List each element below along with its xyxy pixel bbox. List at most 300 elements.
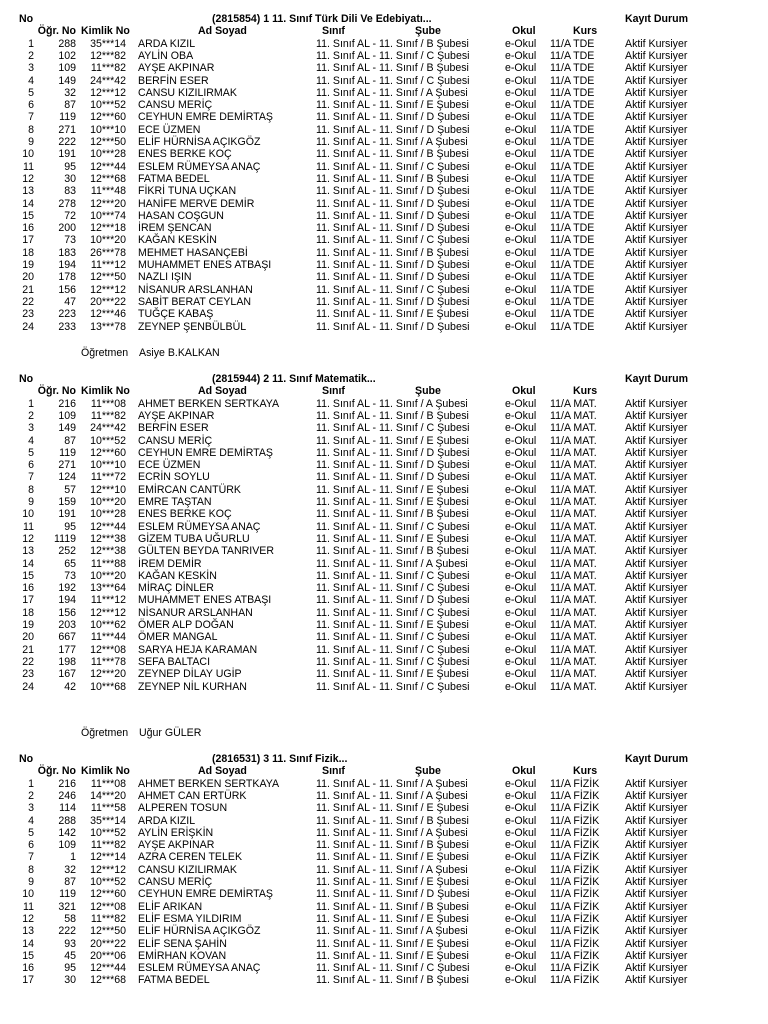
table-row [0,185,768,197]
registration-status: Aktif Kursiyer [625,668,688,681]
id-number: 11***82 [90,62,126,75]
registration-status: Aktif Kursiyer [625,900,688,913]
school-source: e-Okul [505,111,537,124]
course: 11/A FİZİK [550,851,600,864]
full-name: AYŞE AKPINAR [138,839,215,852]
row-number: 1 [28,37,34,50]
student-number: 93 [64,937,76,950]
row-number: 24 [22,680,34,693]
row-number: 3 [28,802,34,815]
id-number: 12***12 [90,863,126,876]
student-number: 288 [58,814,76,827]
class-branch: 11. Sınıf AL - 11. Sınıf / B Şubesi [316,246,469,259]
school-source: e-Okul [505,459,537,472]
table-row [0,496,768,508]
registration-status: Aktif Kursiyer [625,876,688,888]
full-name: ECE ÜZMEN [138,123,201,136]
registration-status: Aktif Kursiyer [625,680,688,693]
course: 11/A MAT. [550,520,597,533]
course: 11/A MAT. [550,668,597,681]
full-name: TUĞÇE KABAŞ [138,308,214,321]
school-source: e-Okul [505,234,537,247]
registration-status: Aktif Kursiyer [625,655,688,668]
full-name: EMRE TAŞTAN [138,496,212,508]
school-source: e-Okul [505,172,537,185]
full-name: SARYA HEJA KARAMAN [138,643,258,656]
table-row [0,851,768,863]
class-branch: 11. Sınıf AL - 11. Sınıf / B Şubesi [316,172,469,185]
course: 11/A MAT. [550,409,597,422]
class-branch: 11. Sınıf AL - 11. Sınıf / C Şubesi [316,74,470,87]
full-name: ELİF SENA ŞAHİN [138,937,227,950]
school-source: e-Okul [505,209,537,222]
full-name: CANSU MERİÇ [138,434,213,447]
full-name: ZEYNEP NİL KURHAN [138,680,247,693]
table-row [0,321,768,333]
class-header: Sınıf [322,25,345,38]
row-number: 15 [22,949,34,962]
id-number: 12***12 [90,86,126,99]
class-branch: 11. Sınıf AL - 11. Sınıf / D Şubesi [316,471,470,484]
course: 11/A TDE [550,172,595,185]
course: 11/A FİZİK [550,826,600,839]
school-source: e-Okul [505,668,537,681]
row-number: 21 [22,643,34,656]
branch-header: Şube [415,385,441,398]
row-number: 6 [28,839,34,852]
registration-status: Aktif Kursiyer [625,606,688,619]
full-name: CANSU MERİÇ [138,876,213,888]
course: 11/A TDE [550,99,595,112]
registration-status: Aktif Kursiyer [625,520,688,533]
student-number: 45 [64,949,76,962]
table-row [0,521,768,533]
school-source: e-Okul [505,925,537,938]
row-number: 8 [28,863,34,876]
full-name: AZRA CEREN TELEK [138,851,243,864]
school-source: e-Okul [505,569,537,582]
course: 11/A FİZİK [550,839,600,852]
table-row [0,62,768,74]
course: 11/A MAT. [550,557,597,570]
class-branch: 11. Sınıf AL - 11. Sınıf / C Şubesi [316,160,470,173]
table-row [0,913,768,925]
class-branch: 11. Sınıf AL - 11. Sınıf / E Şubesi [316,912,469,925]
id-number: 11***88 [90,557,126,570]
student-number: 32 [64,86,76,99]
table-row [0,545,768,557]
full-name: CANSU KIZILIRMAK [138,863,237,876]
table-row [0,296,768,308]
course: 11/A MAT. [550,397,597,410]
column-header-row [0,765,768,777]
full-name: AYŞE AKPINAR [138,62,215,75]
full-name: KAĞAN KESKİN [138,569,217,582]
school-source: e-Okul [505,888,537,901]
id-number: 12***14 [90,851,126,864]
registration-status: Aktif Kursiyer [625,74,688,87]
registration-status: Aktif Kursiyer [625,508,688,521]
student-number: 252 [58,545,76,558]
class-branch: 11. Sınıf AL - 11. Sınıf / D Şubesi [316,111,470,124]
class-branch: 11. Sınıf AL - 11. Sınıf / B Şubesi [316,974,469,987]
school-source: e-Okul [505,160,537,173]
id-number: 14***20 [90,789,126,802]
student-number: 278 [58,197,76,210]
school-source: e-Okul [505,136,537,148]
class-branch: 11. Sınıf AL - 11. Sınıf / D Şubesi [316,271,470,284]
row-number: 3 [28,422,34,435]
course: 11/A MAT. [550,471,597,484]
registration-status: Aktif Kursiyer [625,185,688,198]
school-source: e-Okul [505,863,537,876]
id-number: 13***64 [90,582,126,595]
school-source: e-Okul [505,397,537,410]
student-number-header: Öğr. No [37,385,76,398]
course: 11/A TDE [550,136,595,148]
school-source: e-Okul [505,606,537,619]
student-number: 222 [58,925,76,938]
table-row [0,308,768,320]
class-branch: 11. Sınıf AL - 11. Sınıf / D Şubesi [316,320,470,333]
class-branch: 11. Sınıf AL - 11. Sınıf / E Şubesi [316,851,469,864]
table-row [0,962,768,974]
class-branch: 11. Sınıf AL - 11. Sınıf / C Şubesi [316,582,470,595]
registration-status: Aktif Kursiyer [625,209,688,222]
table-row [0,259,768,271]
student-number: 233 [58,320,76,333]
table-row [0,974,768,986]
registration-status: Aktif Kursiyer [625,888,688,901]
school-source: e-Okul [505,643,537,656]
registration-status: Aktif Kursiyer [625,434,688,447]
class-branch: 11. Sınıf AL - 11. Sınıf / B Şubesi [316,839,469,852]
teacher-label: Öğretmen [81,347,129,359]
section-title-row [0,373,768,385]
student-number: 159 [58,496,76,508]
full-name: ESLEM RÜMEYSA ANAÇ [138,520,261,533]
school-source: e-Okul [505,259,537,271]
row-number: 10 [22,148,34,161]
course: 11/A FİZİK [550,888,600,901]
class-branch: 11. Sınıf AL - 11. Sınıf / D Şubesi [316,295,470,308]
row-number: 3 [28,62,34,75]
school-header: Okul [512,385,536,398]
student-number: 223 [58,308,76,321]
registration-status: Aktif Kursiyer [625,320,688,333]
registration-status: Aktif Kursiyer [625,283,688,296]
full-name: AYLİN OBA [138,49,194,62]
course-title: (2815854) 1 11. Sınıf Türk Dili Ve Edebiyatı... [212,13,432,25]
row-number: 14 [22,557,34,570]
id-number: 12***50 [90,925,126,938]
registration-status: Aktif Kursiyer [625,789,688,802]
school-source: e-Okul [505,545,537,558]
table-row [0,839,768,851]
id-number: 10***10 [90,123,126,136]
table-row [0,950,768,962]
course: 11/A FİZİK [550,777,600,790]
course: 11/A MAT. [550,459,597,472]
full-name: ENES BERKE KOÇ [138,508,232,521]
row-number: 7 [28,851,34,864]
id-number: 12***38 [90,545,126,558]
full-name: ELİF HÜRNİSA AÇIKGÖZ [138,136,261,148]
course: 11/A FİZİK [550,925,600,938]
id-number: 12***08 [90,643,126,656]
school-source: e-Okul [505,148,537,161]
student-number: 167 [58,668,76,681]
row-number: 14 [22,197,34,210]
school-source: e-Okul [505,814,537,827]
school-source: e-Okul [505,900,537,913]
registration-status: Aktif Kursiyer [625,974,688,987]
course: 11/A TDE [550,271,595,284]
table-row [0,925,768,937]
table-row [0,790,768,802]
course: 11/A MAT. [550,643,597,656]
table-row [0,471,768,483]
class-branch: 11. Sınıf AL - 11. Sınıf / E Şubesi [316,483,469,496]
class-branch: 11. Sınıf AL - 11. Sınıf / E Şubesi [316,308,469,321]
class-branch: 11. Sınıf AL - 11. Sınıf / D Şubesi [316,185,470,198]
table-row [0,38,768,50]
student-number: 1119 [54,532,76,545]
no-header: No [19,373,34,385]
course: 11/A TDE [550,259,595,271]
row-number: 19 [22,619,34,631]
teacher-name: Uğur GÜLER [139,727,202,739]
id-number-header: Kimlik No [81,765,130,778]
full-name: ÖMER ALP DOĞAN [138,619,234,631]
class-branch: 11. Sınıf AL - 11. Sınıf / D Şubesi [316,123,470,136]
full-name-header: Ad Soyad [198,25,247,38]
student-number: 72 [64,209,76,222]
full-name: ZEYNEP DİLAY UGİP [138,668,242,681]
student-number: 102 [58,49,76,62]
full-name: GÜLTEN BEYDA TANRIVER [138,545,274,558]
course: 11/A TDE [550,246,595,259]
school-source: e-Okul [505,222,537,235]
class-branch: 11. Sınıf AL - 11. Sınıf / D Şubesi [316,446,470,459]
class-branch: 11. Sınıf AL - 11. Sınıf / A Şubesi [316,863,468,876]
student-number: 246 [58,789,76,802]
registration-status: Aktif Kursiyer [625,912,688,925]
school-source: e-Okul [505,283,537,296]
row-number: 19 [22,259,34,271]
course: 11/A TDE [550,37,595,50]
class-branch: 11. Sınıf AL - 11. Sınıf / D Şubesi [316,259,470,271]
full-name: CEYHUN EMRE DEMİRTAŞ [138,111,273,124]
row-number: 23 [22,308,34,321]
registration-status: Aktif Kursiyer [625,409,688,422]
course: 11/A TDE [550,283,595,296]
course: 11/A FİZİK [550,789,600,802]
full-name: ELİF ARIKAN [138,900,203,913]
id-number: 11***12 [90,259,126,271]
id-number: 10***28 [90,508,126,521]
course-header: Kurs [573,765,598,778]
registration-status: Aktif Kursiyer [625,49,688,62]
id-number: 11***08 [90,397,126,410]
table-row [0,644,768,656]
school-source: e-Okul [505,49,537,62]
table-row [0,136,768,148]
row-number: 21 [22,283,34,296]
student-number: 222 [58,136,76,148]
course: 11/A TDE [550,308,595,321]
id-number: 35***14 [90,37,126,50]
school-source: e-Okul [505,851,537,864]
registration-status: Aktif Kursiyer [625,148,688,161]
student-number: 667 [58,631,76,644]
full-name: GİZEM TUBA UĞURLU [138,532,250,545]
school-source: e-Okul [505,320,537,333]
registration-status: Aktif Kursiyer [625,851,688,864]
student-number: 288 [58,37,76,50]
table-row [0,876,768,888]
school-source: e-Okul [505,802,537,815]
registration-status: Aktif Kursiyer [625,172,688,185]
class-branch: 11. Sınıf AL - 11. Sınıf / C Şubesi [316,962,470,975]
full-name: ELİF HÜRNİSA AÇIKGÖZ [138,925,261,938]
school-source: e-Okul [505,86,537,99]
student-number: 87 [64,99,76,112]
class-branch: 11. Sınıf AL - 11. Sınıf / E Şubesi [316,619,469,631]
row-number: 22 [22,655,34,668]
table-row [0,582,768,594]
table-row [0,619,768,631]
registration-status: Aktif Kursiyer [625,62,688,75]
class-branch: 11. Sınıf AL - 11. Sınıf / C Şubesi [316,49,470,62]
class-branch: 11. Sınıf AL - 11. Sınıf / B Şubesi [316,409,469,422]
row-number: 17 [22,594,34,607]
class-branch: 11. Sınıf AL - 11. Sınıf / E Şubesi [316,532,469,545]
table-row [0,234,768,246]
class-branch: 11. Sınıf AL - 11. Sınıf / D Şubesi [316,209,470,222]
row-number: 7 [28,111,34,124]
school-source: e-Okul [505,99,537,112]
id-number: 10***52 [90,99,126,112]
student-number: 149 [58,422,76,435]
school-source: e-Okul [505,937,537,950]
id-number: 12***20 [90,197,126,210]
id-number: 12***18 [90,222,126,235]
full-name: BERFİN ESER [138,422,209,435]
class-branch: 11. Sınıf AL - 11. Sınıf / B Şubesi [316,814,469,827]
table-row [0,435,768,447]
table-row [0,888,768,900]
id-number: 10***52 [90,434,126,447]
course: 11/A FİZİK [550,863,600,876]
school-source: e-Okul [505,471,537,484]
registration-status: Aktif Kursiyer [625,839,688,852]
registration-status: Aktif Kursiyer [625,271,688,284]
registration-status: Aktif Kursiyer [625,136,688,148]
school-source: e-Okul [505,422,537,435]
row-number: 8 [28,483,34,496]
section-title-row [0,753,768,765]
row-number: 10 [22,888,34,901]
row-number: 9 [28,876,34,888]
full-name: İREM DEMİR [138,557,202,570]
full-name: NİSANUR ARSLANHAN [138,606,253,619]
full-name: ELİF ESMA YILDIRIM [138,912,242,925]
registration-status: Aktif Kursiyer [625,446,688,459]
student-number: 178 [58,271,76,284]
registration-status: Aktif Kursiyer [625,471,688,484]
id-number: 11***72 [90,471,126,484]
teacher-name: Asiye B.KALKAN [139,347,220,359]
table-row [0,802,768,814]
full-name: ÖMER MANGAL [138,631,218,644]
id-number: 12***12 [90,283,126,296]
registration-status: Aktif Kursiyer [625,962,688,975]
table-row [0,111,768,123]
course: 11/A FİZİK [550,876,600,888]
full-name: CEYHUN EMRE DEMİRTAŞ [138,446,273,459]
student-number: 30 [64,172,76,185]
full-name: SEFA BALTACI [138,655,211,668]
class-branch: 11. Sınıf AL - 11. Sınıf / E Şubesi [316,949,469,962]
student-number: 177 [58,643,76,656]
student-number: 73 [64,569,76,582]
course: 11/A TDE [550,111,595,124]
table-row [0,570,768,582]
id-number: 12***44 [90,160,126,173]
full-name: ARDA KIZIL [138,814,196,827]
course: 11/A FİZİK [550,962,600,975]
full-name: ECE ÜZMEN [138,459,201,472]
id-number: 24***42 [90,422,126,435]
school-source: e-Okul [505,826,537,839]
course: 11/A MAT. [550,569,597,582]
table-row [0,210,768,222]
full-name: BERFİN ESER [138,74,209,87]
id-number: 11***12 [90,594,126,607]
course: 11/A MAT. [550,422,597,435]
registration-status: Aktif Kursiyer [625,197,688,210]
registration-status: Aktif Kursiyer [625,925,688,938]
course: 11/A MAT. [550,508,597,521]
registration-status: Aktif Kursiyer [625,826,688,839]
id-number: 10***10 [90,459,126,472]
class-branch: 11. Sınıf AL - 11. Sınıf / C Şubesi [316,422,470,435]
registration-status: Aktif Kursiyer [625,557,688,570]
full-name: ZEYNEP ŞENBÜLBÜL [138,320,247,333]
table-row [0,173,768,185]
course: 11/A MAT. [550,446,597,459]
row-number: 6 [28,459,34,472]
school-source: e-Okul [505,483,537,496]
full-name: ESLEM RÜMEYSA ANAÇ [138,160,261,173]
table-row [0,87,768,99]
registration-status: Aktif Kursiyer [625,160,688,173]
student-number: 321 [58,900,76,913]
table-row [0,422,768,434]
full-name: HASAN COŞGUN [138,209,224,222]
full-name: FİKRİ TUNA UÇKAN [138,185,237,198]
registration-status: Aktif Kursiyer [625,259,688,271]
registration-status: Aktif Kursiyer [625,532,688,545]
registration-status: Aktif Kursiyer [625,459,688,472]
registration-status: Aktif Kursiyer [625,86,688,99]
full-name: AYŞE AKPINAR [138,409,215,422]
table-row [0,247,768,259]
full-name: ECRİN SOYLU [138,471,210,484]
table-row [0,558,768,570]
school-source: e-Okul [505,508,537,521]
